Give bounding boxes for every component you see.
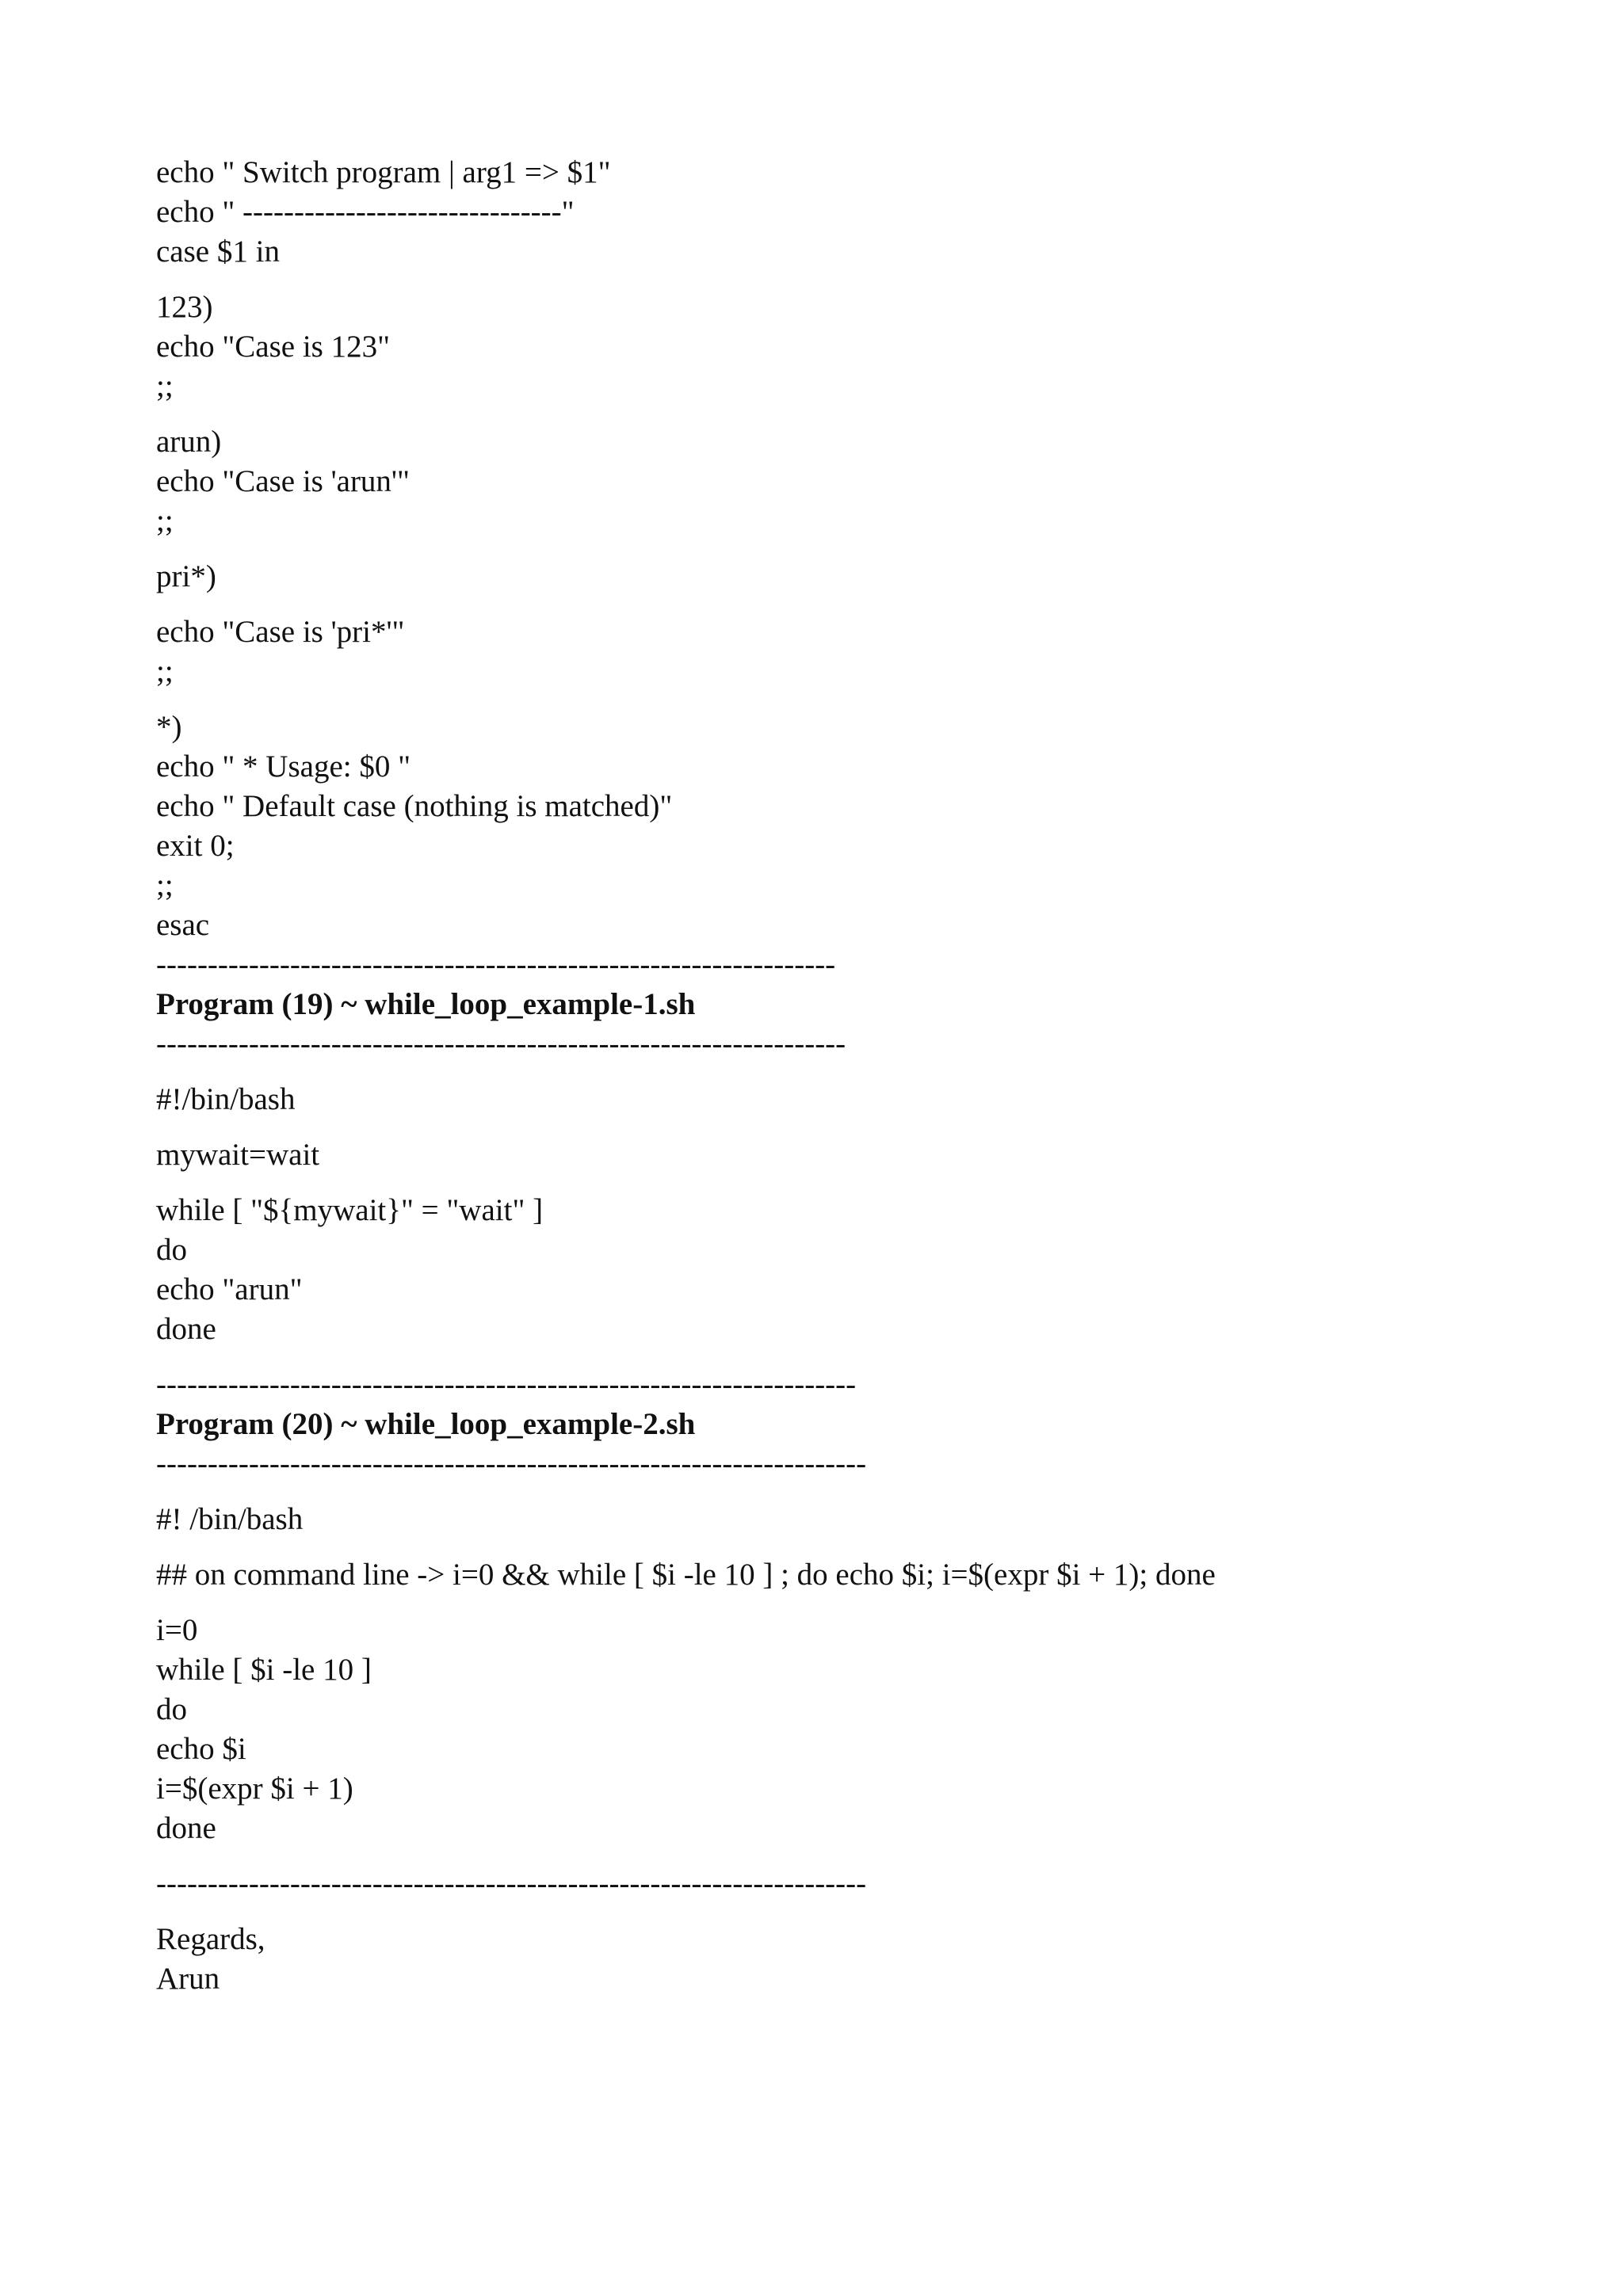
code-line: while [ $i -le 10 ] bbox=[156, 1653, 372, 1687]
code-line: ;; bbox=[156, 868, 174, 902]
code-line: echo " * Usage: $0 " bbox=[156, 749, 411, 784]
code-line: *) bbox=[156, 710, 182, 744]
separator-line: --------------------------------------------------------------------- bbox=[156, 1447, 867, 1481]
code-line: pri*) bbox=[156, 559, 216, 593]
code-line: mywait=wait bbox=[156, 1138, 320, 1172]
closing-separator-block bbox=[156, 1864, 1598, 1904]
program-20-header bbox=[156, 1365, 1598, 1484]
code-line: #!/bin/bash bbox=[156, 1082, 296, 1116]
code-line: ;; bbox=[156, 504, 174, 538]
case-default-block bbox=[156, 707, 1598, 945]
code-line: echo $i bbox=[156, 1732, 246, 1766]
separator-line: ------------------------------------------------------------------ bbox=[156, 948, 836, 982]
code-line: arun) bbox=[156, 425, 222, 459]
code-line: i=$(expr $i + 1) bbox=[156, 1772, 353, 1806]
separator-line: --------------------------------------------------------------------- bbox=[156, 1867, 867, 1901]
code-line: echo "Case is 'pri*'" bbox=[156, 615, 405, 649]
mywait-block bbox=[156, 1135, 1598, 1175]
shebang-block bbox=[156, 1080, 1598, 1119]
code-line: 123) bbox=[156, 290, 213, 324]
code-line: #! /bin/bash bbox=[156, 1502, 304, 1536]
code-line: echo " -------------------------------" bbox=[156, 195, 575, 229]
code-line: do bbox=[156, 1692, 187, 1726]
code-line: echo " Switch program | arg1 => $1" bbox=[156, 155, 611, 189]
comment-block bbox=[156, 1555, 1598, 1595]
separator-line: ------------------------------------------------------------------- bbox=[156, 1027, 846, 1061]
separator-line: -------------------------------------------------------------------- bbox=[156, 1367, 857, 1402]
signature-block bbox=[156, 1920, 1598, 1999]
case-arun-block bbox=[156, 422, 1598, 541]
code-line: done bbox=[156, 1811, 216, 1845]
case-pri-body-block bbox=[156, 612, 1598, 692]
shebang-block bbox=[156, 1500, 1598, 1539]
code-line: echo " Default case (nothing is matched)" bbox=[156, 789, 673, 823]
while-loop-2-block bbox=[156, 1611, 1598, 1848]
program-19-header bbox=[156, 945, 1598, 1064]
code-line: while [ "${mywait}" = "wait" ] bbox=[156, 1193, 544, 1227]
code-line: case $1 in bbox=[156, 235, 280, 269]
document-content bbox=[156, 153, 1598, 2015]
code-line: ;; bbox=[156, 369, 174, 403]
code-line: echo "Case is 123" bbox=[156, 330, 391, 364]
program-title: Program (20) ~ while_loop_example-2.sh bbox=[156, 1407, 696, 1441]
code-line: esac bbox=[156, 908, 210, 942]
code-line: ## on command line -> i=0 && while [ $i -le 10 ] ; do echo $i; i=$(expr $i + 1); done bbox=[156, 1558, 1216, 1592]
code-line: echo "arun" bbox=[156, 1272, 303, 1306]
code-line: do bbox=[156, 1233, 187, 1267]
code-line: ;; bbox=[156, 654, 174, 688]
code-line: echo "Case is 'arun'" bbox=[156, 464, 410, 498]
switch-echo-block bbox=[156, 153, 1598, 272]
code-line: i=0 bbox=[156, 1613, 198, 1647]
code-line: exit 0; bbox=[156, 829, 235, 863]
program-title: Program (19) ~ while_loop_example-1.sh bbox=[156, 987, 696, 1021]
author-name: Arun bbox=[156, 1962, 220, 1996]
regards-text: Regards, bbox=[156, 1922, 265, 1956]
code-line: done bbox=[156, 1312, 216, 1346]
while-loop-1-block bbox=[156, 1191, 1598, 1349]
case-pri-label-block bbox=[156, 557, 1598, 597]
case-123-block bbox=[156, 288, 1598, 406]
